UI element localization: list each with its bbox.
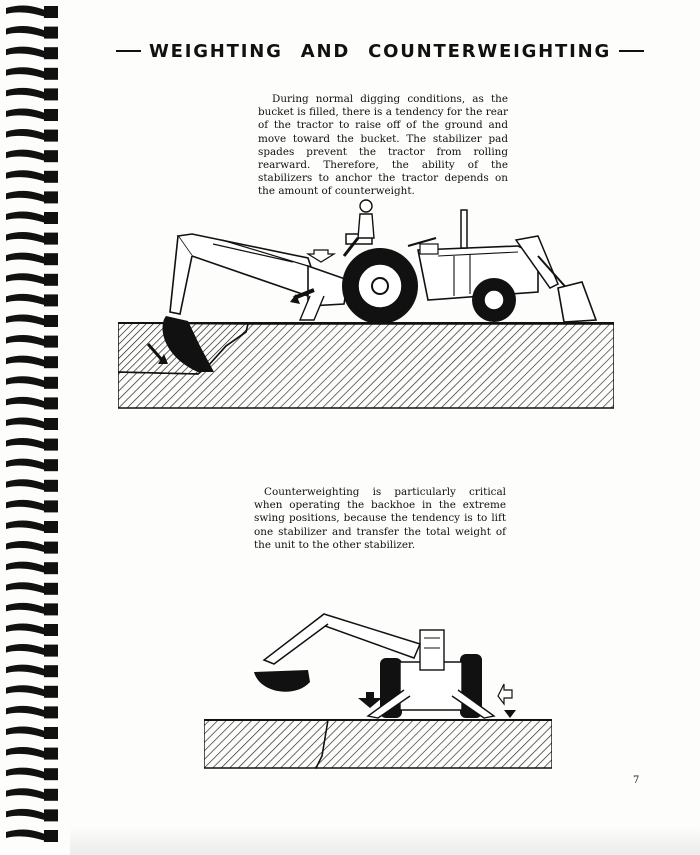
- binding-ring: [6, 726, 50, 738]
- binding-ring: [6, 356, 50, 368]
- binding-ring: [6, 438, 50, 450]
- binding-ring: [6, 129, 50, 141]
- binding-ring: [6, 665, 50, 677]
- binding-ring: [6, 5, 50, 17]
- binding-ring: [6, 479, 50, 491]
- page-number: 7: [633, 775, 640, 786]
- title-rule-left: [116, 50, 141, 52]
- spiral-binding: [0, 0, 70, 855]
- binding-ring: [6, 273, 50, 285]
- binding-ring: [6, 644, 50, 656]
- binding-ring: [6, 88, 50, 100]
- binding-ring: [6, 520, 50, 532]
- binding-ring: [6, 108, 50, 120]
- binding-ring: [6, 623, 50, 635]
- paragraph-digging: During normal digging conditions, as the bucket is filled, there is a tendency for the rear of the tractor to raise off of the ground and move toward the bucket. The stabilizer pad spades prevent the tractor from rolling rearward. Therefore, the ability of the stabilizers to anchor the tractor depends on the amount of counterweight.: [258, 93, 508, 198]
- paragraph-counterweighting: Counterweighting is particularly critical when operating the backhoe in the extreme swing positions, because the tendency is to lift one stabilizer and transfer the total weight of the unit to the other stabilizer.: [254, 486, 506, 551]
- binding-ring: [6, 150, 50, 162]
- binding-ring: [6, 459, 50, 471]
- binding-ring: [6, 47, 50, 59]
- binding-ring: [6, 335, 50, 347]
- binding-ring: [6, 314, 50, 326]
- binding-ring: [6, 500, 50, 512]
- title-rule-right: [619, 50, 644, 52]
- page-bottom-edge: [70, 826, 700, 855]
- binding-ring: [6, 685, 50, 697]
- binding-ring: [6, 232, 50, 244]
- binding-ring: [6, 294, 50, 306]
- binding-ring: [6, 603, 50, 615]
- binding-ring: [6, 397, 50, 409]
- binding-ring: [6, 747, 50, 759]
- title-row: [116, 36, 644, 66]
- binding-ring: [6, 26, 50, 38]
- binding-ring: [6, 376, 50, 388]
- page-title: WEIGHTING AND COUNTERWEIGHTING: [148, 40, 612, 62]
- binding-ring: [6, 706, 50, 718]
- binding-ring: [6, 417, 50, 429]
- binding-ring: [6, 170, 50, 182]
- backhoe-rear-view-illustration: [204, 598, 552, 772]
- binding-ring: [6, 582, 50, 594]
- binding-ring: [6, 253, 50, 265]
- binding-ring: [6, 541, 50, 553]
- binding-ring: [6, 788, 50, 800]
- binding-ring: [6, 768, 50, 780]
- binding-ring: [6, 67, 50, 79]
- backhoe-side-view-illustration: [118, 196, 614, 410]
- binding-ring: [6, 809, 50, 821]
- binding-ring: [6, 211, 50, 223]
- binding-ring: [6, 829, 50, 841]
- binding-ring: [6, 562, 50, 574]
- binding-ring: [6, 191, 50, 203]
